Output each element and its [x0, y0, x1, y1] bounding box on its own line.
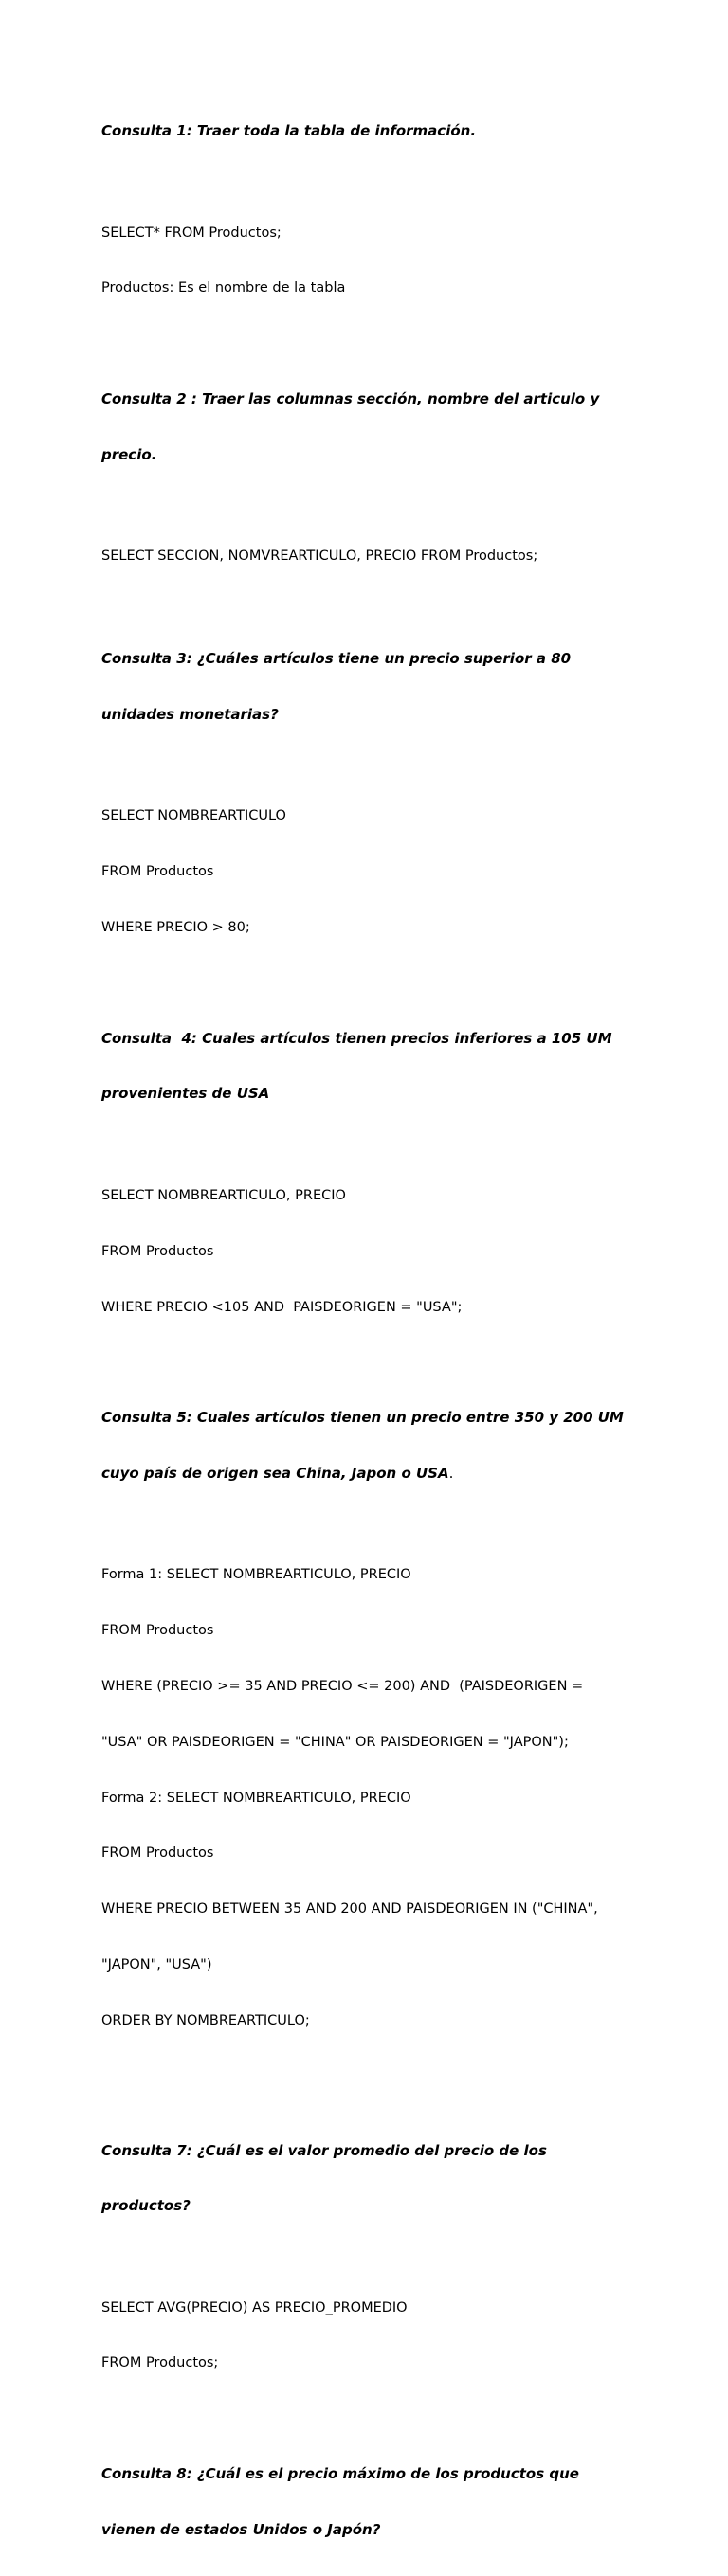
code-line: FROM Productos — [101, 1846, 214, 1862]
query-1-heading — [101, 85, 670, 178]
query-7-heading — [101, 2105, 670, 2253]
query-4-code — [101, 1150, 670, 1355]
heading-tail: . — [448, 1464, 454, 1482]
code-line: "USA" OR PAISDEORIGEN = "CHINA" OR PAISDEORIGEN = "JAPON"); — [101, 1734, 569, 1750]
heading-line: Consulta 4: Cuales artículos tienen precios inferiores a 105 UM — [101, 1029, 612, 1047]
heading-line-text: cuyo país de origen sea China, Japon o USA — [101, 1464, 449, 1482]
query-8-heading — [101, 2428, 670, 2576]
heading-line: provenientes de USA — [101, 1085, 270, 1103]
code-line: WHERE PRECIO BETWEEN 35 AND 200 AND PAISDEORIGEN IN ("CHINA", — [101, 1901, 598, 1918]
query-5-heading — [101, 1372, 670, 1520]
query-4-heading — [101, 993, 670, 1141]
query-2-code — [101, 511, 670, 603]
heading-line: unidades monetarias? — [101, 705, 279, 723]
query-3-heading — [101, 613, 670, 761]
code-line: FROM Productos — [101, 1243, 214, 1259]
code-line: Forma 1: SELECT NOMBREARTICULO, PRECIO — [101, 1567, 411, 1583]
code-line: Forma 2: SELECT NOMBREARTICULO, PRECIO — [101, 1790, 411, 1806]
code-line: WHERE PRECIO <105 AND PAISDEORIGEN = "USA"; — [101, 1299, 463, 1315]
code-line: SELECT NOMBREARTICULO — [101, 808, 286, 824]
heading-line: Consulta 2 : Traer las columnas sección, nombre del articulo y — [101, 390, 600, 408]
code-line: FROM Productos — [101, 1623, 214, 1639]
document-page — [101, 85, 670, 2576]
code-line: "JAPON", "USA") — [101, 1956, 212, 1973]
code-line: SELECT NOMBREARTICULO, PRECIO — [101, 1187, 346, 1203]
heading-line: precio. — [101, 445, 157, 463]
heading-line: Consulta 8: ¿Cuál es el precio máximo de los productos que — [101, 2465, 579, 2483]
query-1-heading-text: Consulta 1: Traer toda la tabla de información. — [101, 122, 477, 139]
code-line: SELECT SECCION, NOMVREARTICULO, PRECIO FROM Productos; — [101, 549, 538, 565]
query-5-code — [101, 1529, 670, 2067]
heading-line: Consulta 3: ¿Cuáles artículos tiene un precio superior a 80 — [101, 650, 572, 668]
code-line: SELECT AVG(PRECIO) AS PRECIO_PROMEDIO — [101, 2299, 408, 2315]
heading-line: vienen de estados Unidos o Japón? — [101, 2520, 381, 2538]
heading-line: Consulta 7: ¿Cuál es el valor promedio del precio de los — [101, 2141, 547, 2159]
query-1-code — [101, 188, 670, 336]
heading-line: productos? — [101, 2197, 191, 2214]
code-line: WHERE PRECIO > 80; — [101, 919, 250, 935]
heading-line: Consulta 5: Cuales artículos tienen un precio entre 350 y 200 UM — [101, 1409, 624, 1427]
code-line: Productos: Es el nombre de la tabla — [101, 280, 346, 297]
query-2-heading — [101, 353, 670, 501]
code-line: SELECT* FROM Productos; — [101, 225, 282, 241]
code-line: FROM Productos; — [101, 2355, 219, 2371]
query-3-code — [101, 770, 670, 975]
query-7-code — [101, 2262, 670, 2411]
code-line: ORDER BY NOMBREARTICULO; — [101, 2012, 310, 2028]
code-line: WHERE (PRECIO >= 35 AND PRECIO <= 200) AND (PAISDEORIGEN = — [101, 1679, 584, 1695]
heading-line — [101, 1465, 670, 1484]
code-line: FROM Productos — [101, 864, 214, 880]
